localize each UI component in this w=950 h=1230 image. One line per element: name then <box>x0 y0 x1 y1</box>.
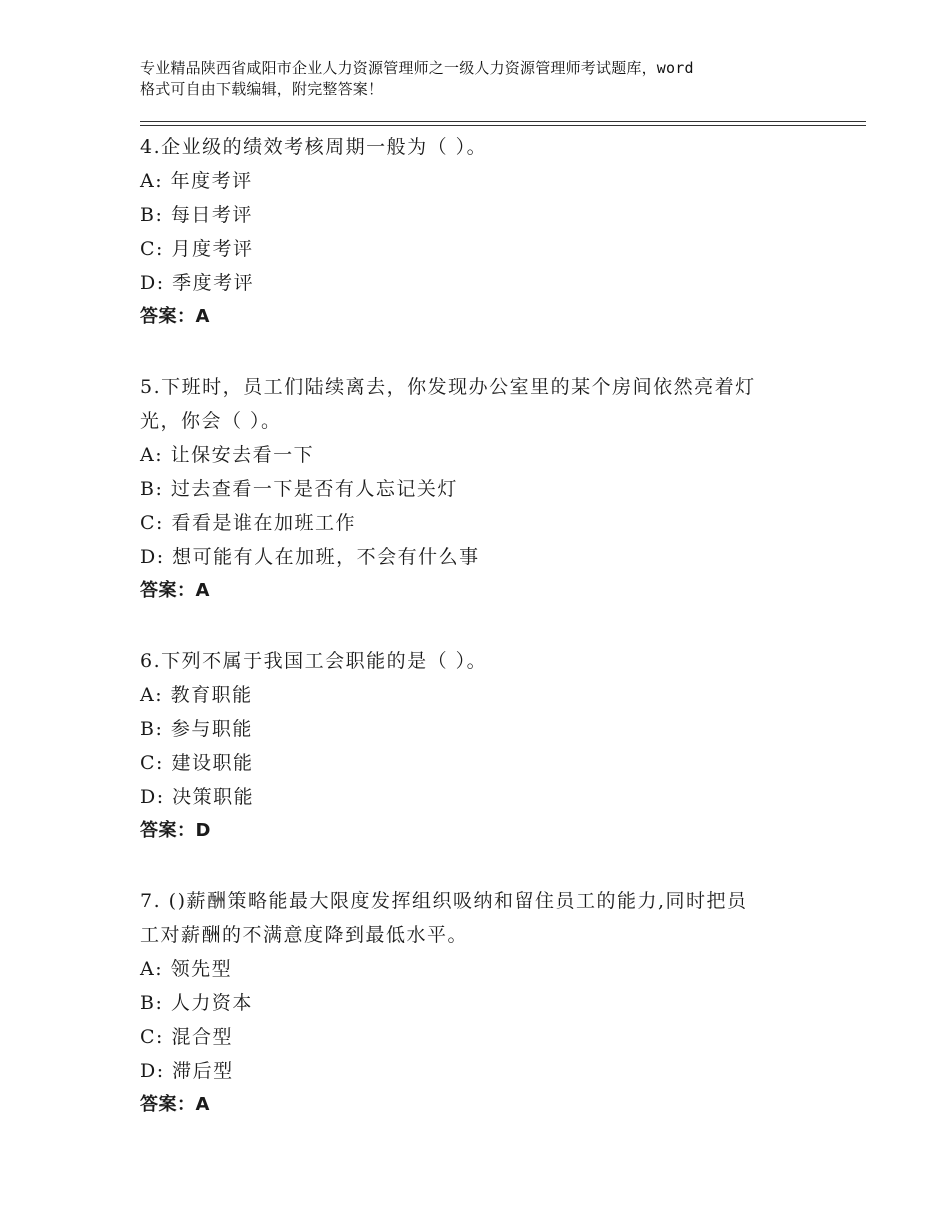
question-line: 7. ()薪酬策略能最大限度发挥组织吸纳和留住员工的能力,同时把员 <box>140 890 748 912</box>
question-line: 工对薪酬的不满意度降到最低水平。 <box>140 924 469 946</box>
option-c: C: 看看是谁在加班工作 <box>140 512 356 534</box>
header-line-1: 专业精品陕西省咸阳市企业人力资源管理师之一级人力资源管理师考试题库，word <box>140 59 694 77</box>
question-spacer <box>140 848 820 884</box>
header-divider-bottom <box>140 125 866 126</box>
option-a: A: 让保安去看一下 <box>140 444 315 466</box>
question-list <box>140 130 820 1122</box>
question-text <box>140 884 820 952</box>
option-d: D: 决策职能 <box>140 786 255 808</box>
answer-line: 答案：D <box>140 820 211 841</box>
option-b: B: 过去查看一下是否有人忘记关灯 <box>140 478 458 500</box>
option-a: A: 领先型 <box>140 958 233 980</box>
question-spacer <box>140 608 820 644</box>
question-item <box>140 884 820 1122</box>
header-divider-top <box>140 121 866 122</box>
option-a: A: 教育职能 <box>140 684 253 706</box>
question-text <box>140 644 820 678</box>
option-d: D: 季度考评 <box>140 272 255 294</box>
question-item <box>140 370 820 608</box>
question-text <box>140 370 820 438</box>
option-c: C: 建设职能 <box>140 752 254 774</box>
question-text <box>140 130 820 164</box>
option-b: B: 每日考评 <box>140 204 253 226</box>
option-c: C: 月度考评 <box>140 238 254 260</box>
question-line: 6.下列不属于我国工会职能的是（ ）。 <box>140 650 488 672</box>
question-spacer <box>140 334 820 370</box>
option-c: C: 混合型 <box>140 1026 233 1048</box>
document-header <box>140 58 830 100</box>
header-line-2: 格式可自由下载编辑，附完整答案！ <box>140 80 384 98</box>
option-a: A: 年度考评 <box>140 170 253 192</box>
question-item <box>140 644 820 848</box>
question-line: 5.下班时，员工们陆续离去，你发现办公室里的某个房间依然亮着灯 <box>140 376 756 398</box>
answer-line: 答案：A <box>140 306 210 327</box>
answer-line: 答案：A <box>140 580 210 601</box>
option-d: D: 滞后型 <box>140 1060 234 1082</box>
option-b: B: 参与职能 <box>140 718 253 740</box>
question-line: 4.企业级的绩效考核周期一般为（ ）。 <box>140 136 488 158</box>
question-item <box>140 130 820 334</box>
answer-line: 答案：A <box>140 1094 210 1115</box>
option-b: B: 人力资本 <box>140 992 253 1014</box>
question-line: 光，你会（ ）。 <box>140 410 282 432</box>
option-d: D: 想可能有人在加班，不会有什么事 <box>140 546 480 568</box>
